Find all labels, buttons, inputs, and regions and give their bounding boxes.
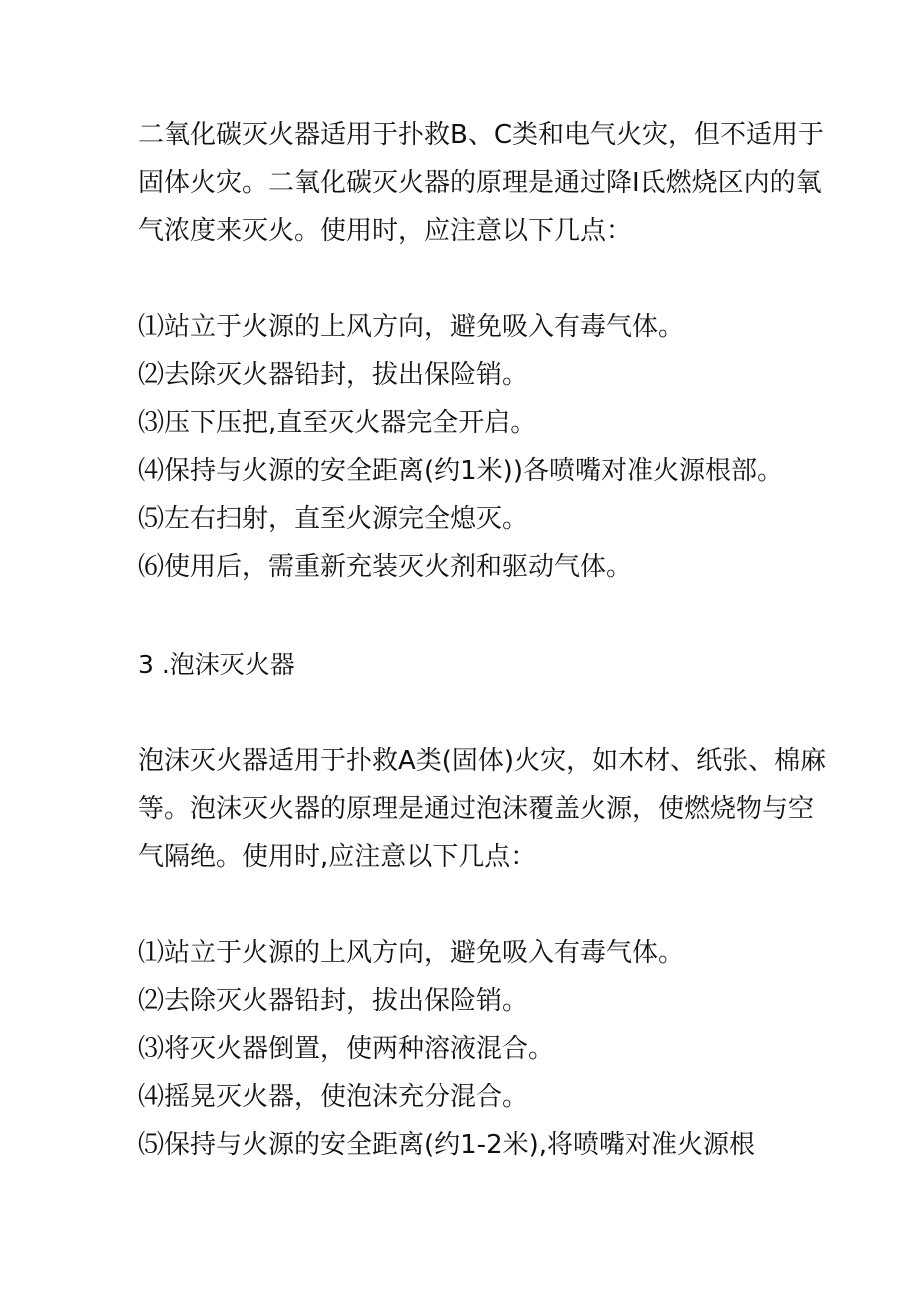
- co2-step-2: ⑵去除灭火器铅封，拔出保险销。: [138, 360, 529, 390]
- foam-step-4: ⑷摇晃灭火器，使泡沫充分混合。: [138, 1082, 529, 1112]
- co2-step-1: ⑴站立于火源的上风方向，避免吸入有毒气体。: [138, 312, 685, 342]
- foam-paragraph-line-3: 气隔绝。使用时,应注意以下几点：: [138, 842, 537, 872]
- foam-step-5: ⑸保持与火源的安全距离(约1-2米),将喷嘴对准火源根: [138, 1130, 756, 1160]
- foam-paragraph-line-1: 泡沫灭火器适用于扑救A类(固体)火灾，如木材、纸张、棉麻: [138, 746, 827, 776]
- co2-paragraph-line-3: 气浓度来灭火。使用时，应注意以下几点：: [138, 216, 633, 246]
- co2-paragraph-line-1: 二氧化碳灭火器适用于扑救B、C类和电气火灾，但不适用于: [138, 120, 824, 150]
- foam-paragraph-line-2: 等。泡沫灭火器的原理是通过泡沫覆盖火源，使燃烧物与空: [138, 794, 815, 824]
- co2-step-3: ⑶压下压把,直至灭火器完全开启。: [138, 408, 537, 438]
- co2-paragraph-line-2: 固体火灾。二氧化碳灭火器的原理是通过降I氐燃烧区内的氧: [138, 168, 822, 198]
- co2-step-4: ⑷保持与火源的安全距离(约1米))各喷嘴对准火源根部。: [138, 456, 783, 486]
- co2-step-6: ⑹使用后，需重新充装灭火剂和驱动气体。: [138, 552, 633, 582]
- foam-section-heading: 3 .泡沫灭火器: [138, 650, 295, 679]
- foam-step-3: ⑶将灭火器倒置，使两种溶液混合。: [138, 1034, 555, 1064]
- foam-step-1: ⑴站立于火源的上风方向，避免吸入有毒气体。: [138, 938, 685, 968]
- co2-step-5: ⑸左右扫射，直至火源完全熄灭。: [138, 504, 529, 534]
- foam-step-2: ⑵去除灭火器铅封，拔出保险销。: [138, 986, 529, 1016]
